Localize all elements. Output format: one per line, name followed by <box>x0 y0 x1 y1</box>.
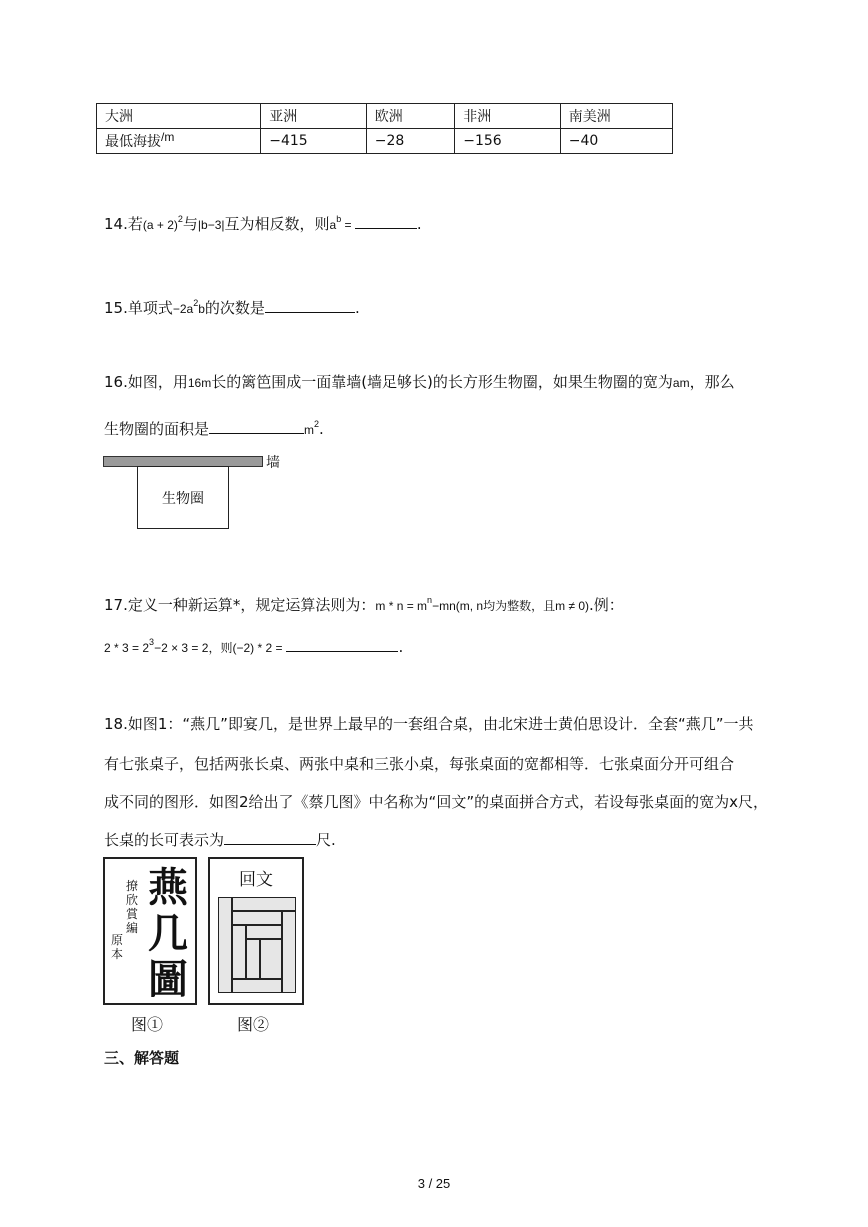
table-cell: −156 <box>455 129 560 154</box>
q16-len: 16m <box>187 376 212 390</box>
inscription-col-1 <box>125 879 139 935</box>
q15-num: 15.单项式 <box>104 299 173 317</box>
inscription-char: 賞 <box>125 907 138 921</box>
q14-eq: = <box>341 218 355 232</box>
altitude-table <box>96 103 673 154</box>
q14-num: 14.若 <box>104 215 143 233</box>
table-piece <box>246 939 260 979</box>
q14-expr3: a <box>329 218 337 232</box>
table-header-row <box>97 104 673 129</box>
inscription-char: 撩 <box>125 879 138 893</box>
q14-expr2: |b−3| <box>197 218 225 232</box>
q15-exp: 2 <box>193 298 199 308</box>
inscription-char: 欣 <box>125 893 138 907</box>
inscription-col-2 <box>110 933 124 961</box>
inscription-char: 本 <box>110 947 123 961</box>
enclosure-label: 生物圈 <box>162 490 204 507</box>
answer-blank[interactable] <box>355 227 417 229</box>
q17-rule: m * n = m <box>375 599 428 613</box>
question-18-line4 <box>104 829 336 850</box>
q17-text: .例： <box>589 596 624 614</box>
question-17-line2 <box>104 638 403 656</box>
figure-2-caption: 图② <box>237 1015 270 1034</box>
wall-label: 墙 <box>266 455 280 471</box>
question-14 <box>104 213 422 234</box>
inscription-char: 原 <box>110 933 123 947</box>
q14-end: . <box>416 215 422 233</box>
section-heading: 三、解答题 <box>104 1049 180 1067</box>
q17-rule-b: −mn(m, n均为整数，且m ≠ 0) <box>432 599 589 613</box>
answer-blank[interactable] <box>265 311 355 313</box>
calligraphy-char: 几 <box>148 910 188 957</box>
question-18-line3: 成不同的图形．如图2给出了《蔡几图》中名称为“回文”的桌面拼合方式，若设每张桌面的宽为x尺， <box>104 793 768 811</box>
page-number: 3 / 25 <box>417 1176 451 1191</box>
q16-text: 生物圈的面积是 <box>104 420 210 438</box>
answer-blank[interactable] <box>286 650 398 652</box>
q16-unit: m <box>304 423 315 437</box>
q14-exp1: 2 <box>177 214 183 224</box>
table-piece <box>232 925 246 979</box>
question-16-line1 <box>104 371 735 392</box>
question-18-line1: 18.如图1：“燕几”即宴几，是世界上最早的一套组合桌，由北宋进士黄伯思设计．全套“燕几”一共 <box>104 715 754 733</box>
q17-end: . <box>398 638 404 656</box>
answer-blank[interactable] <box>209 432 304 434</box>
q16-unit-exp: 2 <box>314 419 320 429</box>
table-cell: −40 <box>560 129 672 154</box>
q17-rule-exp: n <box>427 595 433 605</box>
table-piece <box>232 897 296 911</box>
table-header-cell: 欧洲 <box>366 104 455 129</box>
q18-text: 尺. <box>316 831 336 849</box>
figure-1-caption: 图① <box>131 1015 164 1034</box>
q16-text: 长的篱笆围成一面靠墙(墙足够长)的长方形生物圈，如果生物圈的宽为 <box>211 373 673 391</box>
figure-2-title: 回文 <box>239 870 273 890</box>
question-18-line2: 有七张桌子，包括两张长桌、两张中桌和三张小桌，每张桌面的宽都相等．七张桌面分开可组合 <box>104 755 735 773</box>
q14-rest: 互为相反数，则 <box>224 215 330 233</box>
figure-2-huiwen <box>208 857 304 1005</box>
question-15 <box>104 297 360 318</box>
row-label-unit: /m <box>161 130 175 144</box>
table-cell: −28 <box>366 129 455 154</box>
q17-example: 2 * 3 = 2 <box>104 641 150 655</box>
table-piece <box>282 911 296 993</box>
q14-mid: 与 <box>182 215 198 233</box>
table-piece <box>232 911 282 925</box>
calligraphy-char: 燕 <box>148 864 188 911</box>
q17-text: 17.定义一种新运算*，规定运算法则为： <box>104 596 376 614</box>
table-piece <box>232 979 282 993</box>
table-arrangement <box>218 897 296 993</box>
figure-1-calligraphy <box>103 857 197 1005</box>
question-16-line2 <box>104 418 324 439</box>
q16-text: 16.如图，用 <box>104 373 188 391</box>
table-row-label: 最低海拔/m <box>97 129 261 154</box>
inscription-char: 編 <box>125 921 138 935</box>
answer-blank[interactable] <box>224 843 316 845</box>
q17-example-b: −2 × 3 = 2，则(−2) * 2 = <box>154 641 283 655</box>
table-row <box>97 129 673 154</box>
q16-end: . <box>319 420 324 438</box>
q15-expr2: b <box>198 302 205 316</box>
table-piece <box>246 925 282 939</box>
enclosure-box <box>137 466 229 529</box>
table-header-cell: 亚洲 <box>261 104 366 129</box>
q15-rest: 的次数是 <box>204 299 265 317</box>
table-header-cell: 南美洲 <box>560 104 672 129</box>
table-piece <box>260 939 282 979</box>
calligraphy-char: 圖 <box>148 957 188 999</box>
q15-expr: −2a <box>172 302 194 316</box>
q14-exp3: b <box>336 214 342 224</box>
question-17-line1 <box>104 594 624 615</box>
table-header-cell: 大洲 <box>97 104 261 129</box>
q16-text: ，那么 <box>689 373 735 391</box>
q17-example-exp: 3 <box>149 637 155 647</box>
q18-text: 长桌的长可表示为 <box>104 831 225 849</box>
q14-expr1: (a + 2) <box>142 218 178 232</box>
table-header-cell: 非洲 <box>455 104 560 129</box>
table-cell: −415 <box>261 129 366 154</box>
q16-width: am <box>672 376 690 390</box>
table-piece <box>218 897 232 993</box>
q15-end: . <box>354 299 360 317</box>
